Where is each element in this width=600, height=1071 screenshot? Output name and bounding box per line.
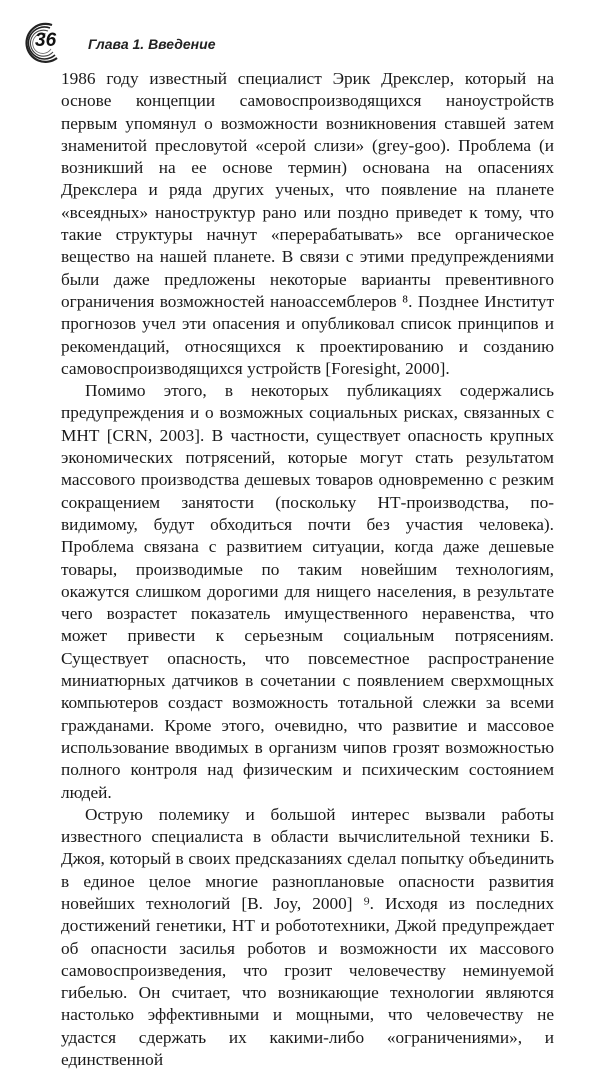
paragraph-3: Острую полемику и большой интерес вызвали работы известного специалиста в области вычислительной техники Б. Джоя, который в своих предсказаниях сделал попытку объединить в единое целое многие разноплановые опасности развития новейших технологий [B. Joy, 2000] ⁹. Исходя из последних достижений генетики, НТ и робототехники, Джой предупреждает об опасности засилья роботов и возможности их массового самовоспроизведения, что грозит человечеству неминуемой гибелью. Он считает, что возникающие технологии являются настолько эффективными и мощными, что человечеству не удастся сдержать их какими-либо «ограничениями», и единственной — [61, 804, 554, 1070]
paragraph-2: Помимо этого, в некоторых публикациях содержались предупреждения и о возможных социальных рисках, связанных с МНТ [CRN, 2003]. В частности, существует опасность крупных экономических потрясений, которые могут стать результатом массового производства дешевых товаров одновременно с резким сокращением занятости (поскольку НТ-производства, по-видимому, будут обходиться почти без участия человека). Проблема связана с развитием ситуации, когда даже дешевые товары, производимые по таким новейшим технологиям, окажутся слишком дорогими для нищего населения, в результате чего возрастет показатель имущественного неравенства, что может привести к серьезным социальным потрясениям. Существует опасность, что повсеместное распространение миниатюрных датчиков в сочетании с появлением сверхмощных компьютеров создаст возможность тотальной слежки за всеми гражданами. Кроме этого, очевидно, что развитие и массовое использование вводимых в организм чипов грозят возможностью полного контроля над физическим и психическим состоянием людей. — [61, 381, 554, 802]
paragraph-1: 1986 году известный специалист Эрик Дрекслер, который на основе концепции самовоспроизводящихся наноустройств первым упомянул о возможности возникновения ставшей затем знаменитой пресловутой «серой слизи» (grey-goo). Проблема (и возникший на ее основе термин) основана на опасениях Дрекслера и ряда других ученых, что появление на планете «всеядных» наноструктур рано или поздно приведет к тому, что такие структуры начнут «перерабатывать» все органическое вещество на нашей планете. В связи с этими предупреждениями были даже предложены некоторые варианты превентивного ограничения возможностей наноассемблеров ⁸. Позднее Институт прогнозов учел эти опасения и опубликовал список принципов и рекомендаций, относящихся к проектированию и созданию самовоспроизводящихся устройств [Foresight, 2000]. — [61, 69, 554, 378]
chapter-title: Глава 1. Введение — [88, 36, 216, 52]
page-body — [61, 68, 554, 1071]
page-number: 36 — [35, 30, 57, 51]
page-header — [22, 20, 562, 64]
page-number-badge — [22, 20, 66, 64]
